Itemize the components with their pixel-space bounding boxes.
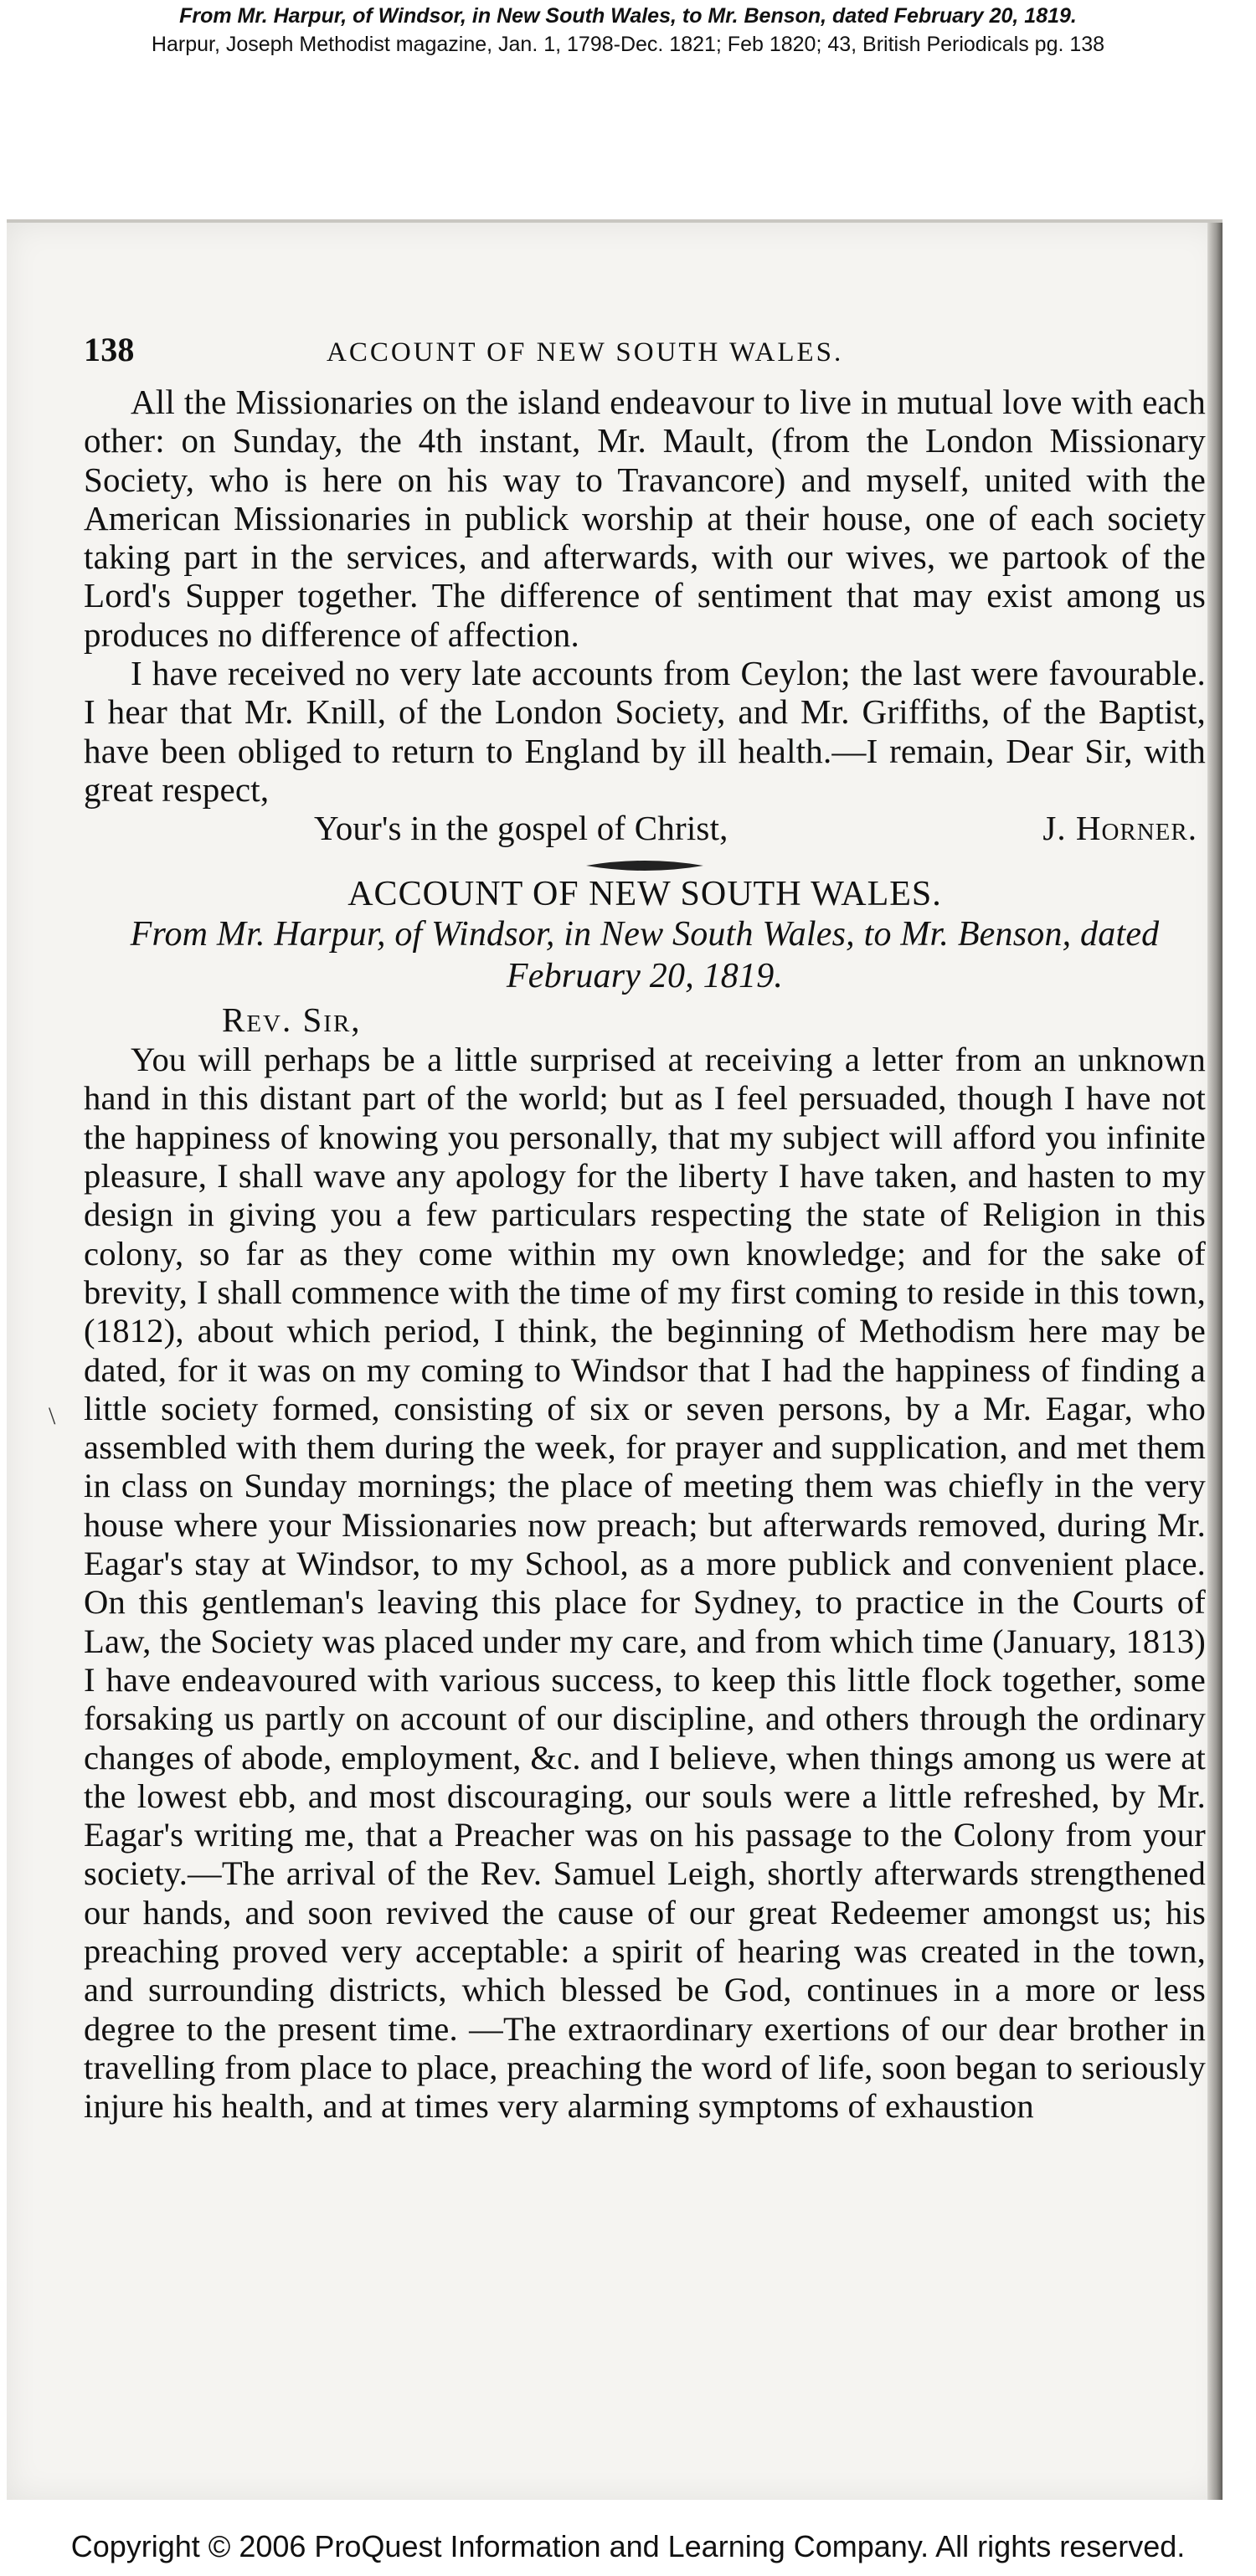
running-head [84,331,1206,373]
previous-letter-paragraph-2: I have received no very late accounts from Ceylon; the last were favourable. I hear that Mr. Knill, of the London Society, and Mr. Griffiths, of the Baptist, have been obliged to return to England by ill health.—I remain, Dear Sir, with great respect, [84,654,1206,809]
margin-mark: \ [49,1402,56,1430]
article-from-line: From Mr. Harpur, of Windsor, in New South Wales, to Mr. Benson, dated February 20, 1819. [130,914,1160,995]
citation-header [0,0,1256,57]
running-title: ACCOUNT OF NEW SOUTH WALES. [327,337,844,368]
scan-page-edge-shadow [1207,223,1223,2500]
article-greeting: Rev. Sir, [222,1000,362,1039]
closing-phrase: Your's in the gospel of Christ, [314,809,728,848]
article-title: ACCOUNT OF NEW SOUTH WALES. [347,874,942,913]
page-content [84,331,1206,2126]
citation-title: From Mr. Harpur, of Windsor, in New South Wales, to Mr. Benson, dated February 20, 1819. [179,4,1077,28]
page-number: 138 [84,331,135,368]
previous-letter-paragraph-1: All the Missionaries on the island endeavour to live in mutual love with each other: on Sunday, the 4th instant, Mr. Mault, (from the London Missionary Society, who is here on his way to Travancore) and myself, united with the American Missionaries in publick worship at their house, one of each society taking part in the services, and afterwards, with our wives, we partook of the Lord's Supper together. The difference of sentiment that may exist among us produces no difference of affection. [84,383,1206,654]
section-divider-ornament [84,851,1206,870]
signature-line [84,809,1206,847]
citation-source: Harpur, Joseph Methodist magazine, Jan. 1, 1798-Dec. 1821; Feb 1820; 43, British Periodicals pg. 138 [151,33,1105,56]
copyright-footer: Copyright © 2006 ProQuest Information and Learning Company. All rights reserved. [70,2529,1186,2563]
signature-name: J. Horner. [1042,809,1197,848]
divider-ornament-icon [586,859,703,872]
article-body: You will perhaps be a little surprised at receiving a letter from an unknown hand in this distant part of the world; but as I feel persuaded, though I have not the happiness of knowing you personally, that my subject will afford you infinite pleasure, I shall wave any apology for the liberty I have taken, and hasten to my design in giving you a few particulars respecting the state of Religion in this colony, so far as they come within my own knowledge; and for the sake of brevity, I shall commence with the time of my first coming to reside in this town, (1812), about which period, I think, the beginning of Methodism here may be dated, for it was on my coming to Windsor that I had the happiness of finding a little society formed, consisting of six or seven persons, by a Mr. Eagar, who assembled with them during the week, for prayer and supplication, and met them in class on Sunday mornings; the place of meeting them was chiefly in the very house where your Missionaries now preach; but afterwards removed, during Mr. Eagar's stay at Windsor, to my School, as a more publick and convenient place. On this gentleman's leaving this place for Sydney, to practice in the Courts of Law, the Society was placed under my care, and from which time (January, 1813) I have endeavoured with various success, to keep this little flock together, some forsaking us partly on account of our discipline, and others through the ordinary changes of abode, employment, &c. and I believe, when things among us were at the lowest ebb, and most discouraging, our souls were a little refreshed, by Mr. Eagar's writing me, that a Preacher was on his passage to the Colony from your society.—The arrival of the Rev. Samuel Leigh, shortly afterwards strengthened our hands, and soon revived the cause of our great Redeemer amongst us; his preaching proved very acceptable: a spirit of hearing was created in the town, and surrounding districts, which blessed be God, continues in a more or less degree to the present time. —The extraordinary exertions of our dear brother in travelling from place to place, preaching the word of life, soon began to seriously injure his health, and at times very alarming symptoms of exhaustion [84,1041,1206,2126]
